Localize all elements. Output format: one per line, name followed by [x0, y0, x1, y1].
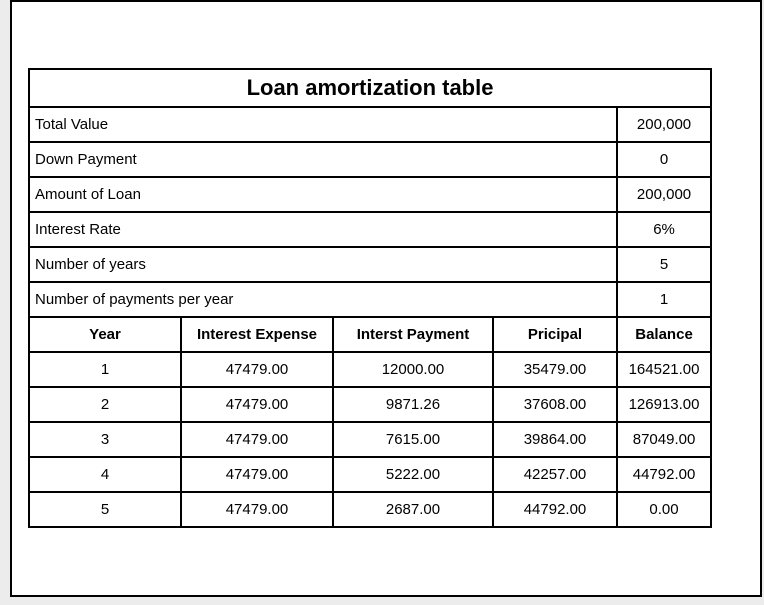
document-page: [10, 0, 762, 597]
cell-interest-payment: 2687.00: [333, 492, 493, 527]
table-row: [29, 422, 711, 457]
cell-year: 5: [29, 492, 181, 527]
cell-interest-expense: 47479.00: [181, 352, 333, 387]
summary-value: 200,000: [617, 177, 711, 212]
table-row: [29, 387, 711, 422]
cell-year: 1: [29, 352, 181, 387]
table-row: [29, 457, 711, 492]
summary-row-down-payment: [29, 142, 711, 177]
header-principal: Pricipal: [493, 317, 617, 352]
summary-label: Amount of Loan: [29, 177, 617, 212]
cell-balance: 44792.00: [617, 457, 711, 492]
table-row: [29, 492, 711, 527]
table-title: Loan amortization table: [29, 69, 711, 107]
cell-interest-payment: 9871.26: [333, 387, 493, 422]
summary-label: Interest Rate: [29, 212, 617, 247]
cell-interest-payment: 5222.00: [333, 457, 493, 492]
header-balance: Balance: [617, 317, 711, 352]
cell-balance: 87049.00: [617, 422, 711, 457]
cell-year: 2: [29, 387, 181, 422]
table-title-row: [29, 69, 711, 107]
cell-balance: 164521.00: [617, 352, 711, 387]
cell-principal: 35479.00: [493, 352, 617, 387]
summary-value: 0: [617, 142, 711, 177]
summary-row-total-value: [29, 107, 711, 142]
summary-value: 6%: [617, 212, 711, 247]
cell-interest-expense: 47479.00: [181, 422, 333, 457]
header-interest-payment: Interst Payment: [333, 317, 493, 352]
cell-interest-expense: 47479.00: [181, 457, 333, 492]
cell-year: 3: [29, 422, 181, 457]
cell-principal: 37608.00: [493, 387, 617, 422]
summary-label: Number of payments per year: [29, 282, 617, 317]
cell-principal: 42257.00: [493, 457, 617, 492]
cell-principal: 44792.00: [493, 492, 617, 527]
cell-interest-payment: 7615.00: [333, 422, 493, 457]
summary-label: Number of years: [29, 247, 617, 282]
cell-interest-expense: 47479.00: [181, 387, 333, 422]
summary-row-payments-per-year: [29, 282, 711, 317]
summary-value: 200,000: [617, 107, 711, 142]
table-header-row: [29, 317, 711, 352]
table-row: [29, 352, 711, 387]
cell-year: 4: [29, 457, 181, 492]
cell-interest-payment: 12000.00: [333, 352, 493, 387]
summary-row-number-of-years: [29, 247, 711, 282]
loan-amortization-table: [28, 68, 712, 528]
cell-interest-expense: 47479.00: [181, 492, 333, 527]
summary-label: Down Payment: [29, 142, 617, 177]
summary-row-interest-rate: [29, 212, 711, 247]
summary-label: Total Value: [29, 107, 617, 142]
summary-row-amount-of-loan: [29, 177, 711, 212]
header-year: Year: [29, 317, 181, 352]
summary-value: 1: [617, 282, 711, 317]
summary-value: 5: [617, 247, 711, 282]
header-interest-expense: Interest Expense: [181, 317, 333, 352]
cell-balance: 0.00: [617, 492, 711, 527]
cell-balance: 126913.00: [617, 387, 711, 422]
cell-principal: 39864.00: [493, 422, 617, 457]
